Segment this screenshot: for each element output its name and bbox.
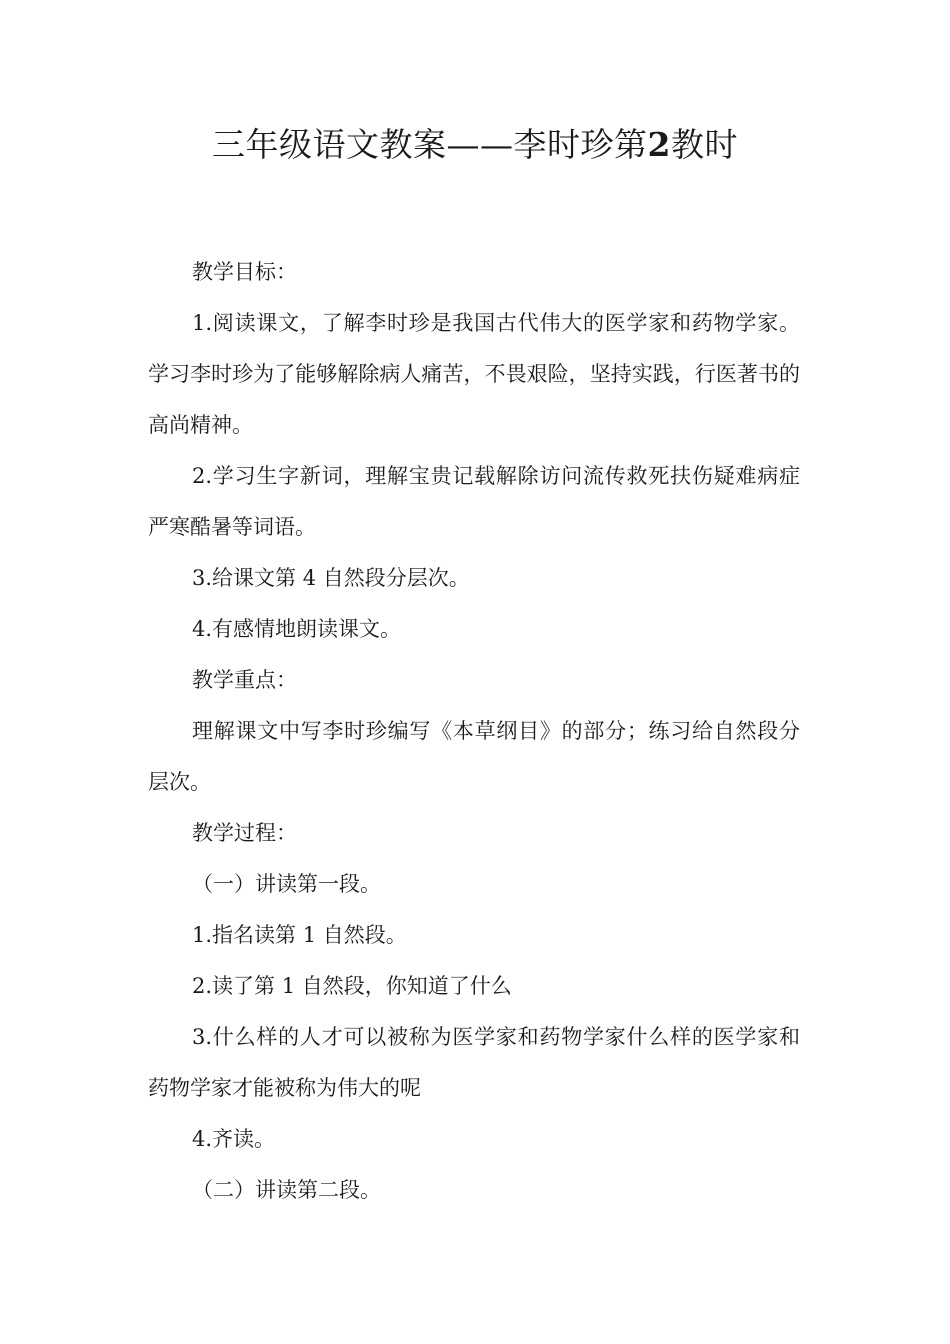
objective-item-1: 1.阅读课文，了解李时珍是我国古代伟大的医学家和药物学家。学习李时珍为了能够解除病人痛苦，不畏艰险，坚持实践，行医著书的高尚精神。 bbox=[148, 311, 800, 437]
section-heading-key-points: 教学重点： bbox=[192, 668, 297, 692]
document-title bbox=[0, 122, 950, 168]
process-part-2-heading: （二）讲读第二段。 bbox=[192, 1178, 381, 1202]
process-step-2: 2.读了第 1 自然段，你知道了什么 bbox=[192, 974, 512, 998]
process-part-1-heading: （一）讲读第一段。 bbox=[192, 872, 381, 896]
key-points-text: 理解课文中写李时珍编写《本草纲目》的部分；练习给自然段分层次。 bbox=[148, 719, 800, 794]
title-text-part2: 教时 bbox=[670, 125, 738, 164]
section-heading-process: 教学过程： bbox=[192, 821, 297, 845]
title-number: 2 bbox=[647, 125, 671, 164]
objective-item-4: 4.有感情地朗读课文。 bbox=[192, 617, 402, 641]
section-heading-objectives: 教学目标： bbox=[192, 260, 297, 284]
objective-item-2: 2.学习生字新词，理解宝贵记载解除访问流传救死扶伤疑难病症严寒酷暑等词语。 bbox=[148, 464, 800, 539]
document-body bbox=[148, 247, 800, 1216]
process-step-4: 4.齐读。 bbox=[192, 1127, 276, 1151]
objective-item-3: 3.给课文第 4 自然段分层次。 bbox=[192, 566, 470, 590]
process-step-1: 1.指名读第 1 自然段。 bbox=[192, 923, 407, 947]
title-text-part1: 三年级语文教案——李时珍第 bbox=[212, 125, 648, 164]
process-step-3: 3.什么样的人才可以被称为医学家和药物学家什么样的医学家和药物学家才能被称为伟大的呢 bbox=[148, 1025, 800, 1100]
